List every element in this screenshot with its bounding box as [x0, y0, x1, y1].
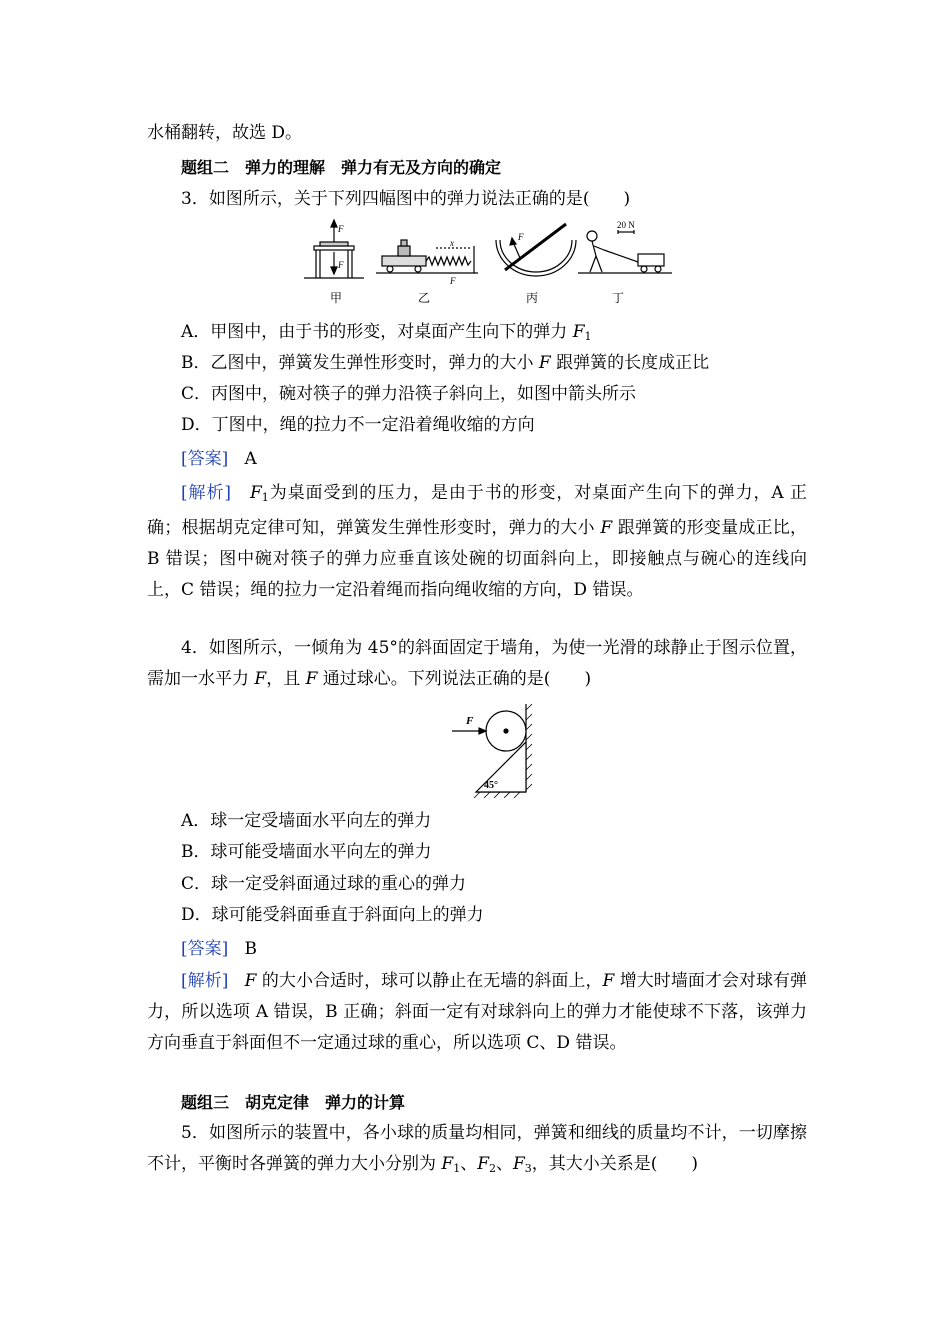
q3-analysis: [解析] $F_1$为桌面受到的压力，是由于书的形变，对桌面产生向下的弹力，A 正确；根据胡克定律可知，弹簧发生弹性形变时，弹力的大小 F 跟弹簧的形变量成正比，B 错误；图中碗对筷子的弹力应垂直该处碗的切面斜向上，即接触点与碗心的连线向上，C 错误；绳的拉力一定沿着绳而指向绳收缩的方向，D 错误。 [147, 483, 808, 600]
label-f2: F [338, 224, 344, 234]
q4-analysis: [解析] F 的大小合适时，球可以静止在无墙的斜面上，F 增大时墙面才会对球有弹力，所以选项 A 错误，B 正确；斜面一定有对球斜向上的弹力才能使球不下落，该弹力方向垂直于斜面但不一定通过球的重心，所以选项 C、D 错误。 [147, 971, 808, 1053]
fig-label-jia: 甲 [330, 291, 343, 305]
label-x: x [450, 238, 454, 248]
q4-stem: 4．如图所示，一倾角为 45°的斜面固定于墙角，为使一光滑的球静止于图示位置，需加一水平力 F，且 F 通过球心。下列说法正确的是( ) [147, 638, 807, 689]
q4-option-b: B．球可能受墙面水平向左的弹力 [181, 842, 432, 862]
group3-title: 题组三 胡克定律 弹力的计算 [181, 1093, 406, 1112]
group2-title: 题组二 弹力的理解 弹力有无及方向的确定 [181, 158, 502, 177]
q5-stem: 5．如图所示的装置中，各小球的质量均相同，弹簧和细线的质量均不计，一切摩擦不计，平衡时各弹簧的弹力大小分别为 $F_1$、$F_2$、$F_3$，其大小关系是( ) [147, 1123, 807, 1175]
q3-answer: [答案] A [181, 449, 257, 469]
q4-label-angle: 45° [484, 780, 498, 791]
q3-option-a: A．甲图中，由于书的形变，对桌面产生向下的弹力 $F_1$ [181, 322, 592, 343]
q4-option-d: D．球可能受斜面垂直于斜面向上的弹力 [181, 905, 484, 925]
q3-option-b: B．乙图中，弹簧发生弹性形变时，弹力的大小 F 跟弹簧的长度成正比 [181, 353, 710, 373]
label-f-bowl: F [518, 232, 524, 242]
q3-stem: 3．如图所示，关于下列四幅图中的弹力说法正确的是( ) [181, 189, 631, 209]
figure-jia [304, 220, 364, 278]
figure-yi [376, 240, 478, 273]
q3-figure [300, 218, 680, 308]
q4-option-c: C．球一定受斜面通过球的重心的弹力 [181, 874, 467, 894]
q3-option-c: C．丙图中，碗对筷子的弹力沿筷子斜向上，如图中箭头所示 [181, 384, 637, 404]
fig-label-yi: 乙 [418, 291, 431, 305]
label-f1: F [338, 260, 344, 270]
q4-label-f: F [466, 715, 474, 727]
intro-line: 水桶翻转，故选 D。 [147, 123, 303, 143]
fig-label-ding: 丁 [612, 291, 625, 305]
label-f-spring: F [450, 276, 456, 286]
figure-bing [496, 224, 576, 276]
label-20n: 20 N [617, 220, 635, 230]
q4-figure [440, 700, 540, 798]
q4-option-a: A．球一定受墙面水平向左的弹力 [181, 811, 432, 831]
figure-ding [578, 230, 672, 273]
fig-label-bing: 丙 [526, 291, 539, 305]
q3-option-d: D．丁图中，绳的拉力不一定沿着绳收缩的方向 [181, 415, 535, 435]
q4-answer: [答案] B [181, 939, 257, 959]
